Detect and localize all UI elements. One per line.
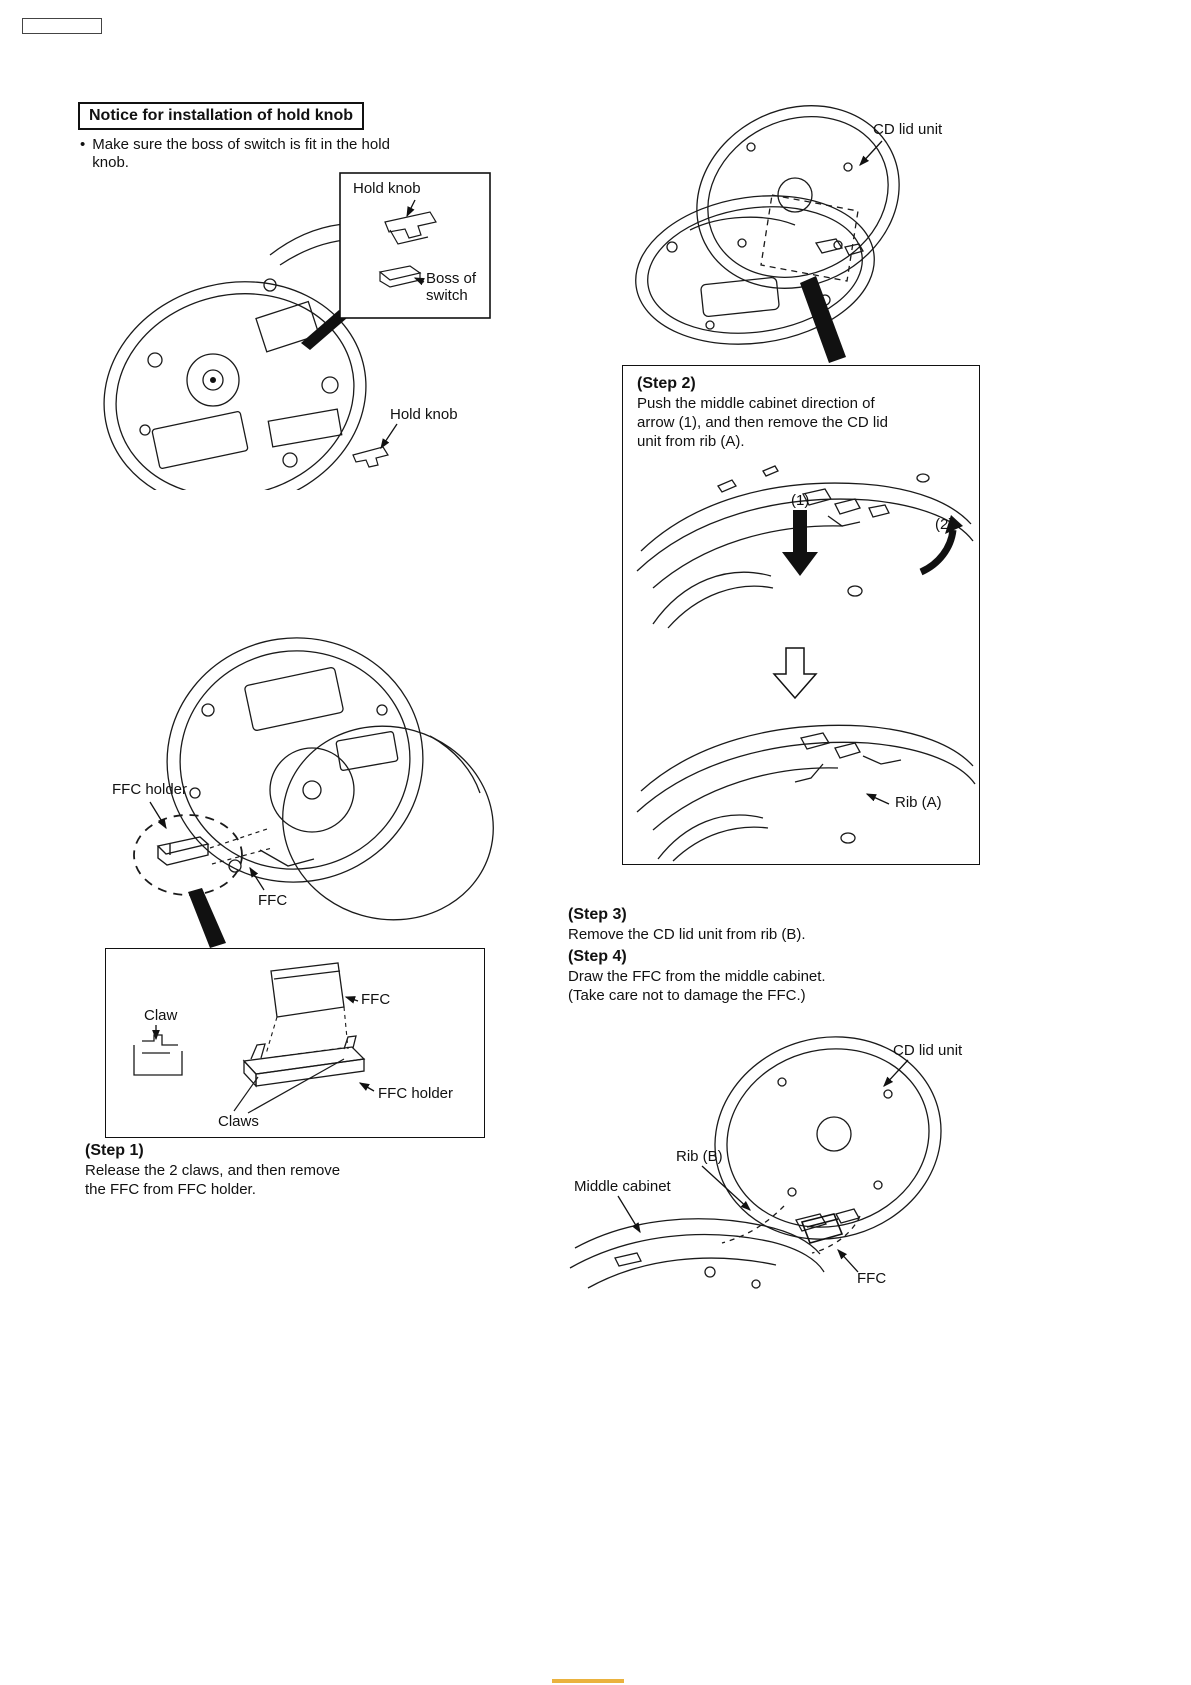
steps-3-4-block (568, 905, 908, 1005)
cd-lid-unit-label-bottom: CD lid unit (893, 1042, 963, 1059)
step4-title: (Step 4) (568, 948, 627, 965)
ffc-label: FFC (258, 892, 288, 909)
hold-knob-small-part (353, 447, 388, 467)
boss-of-switch-label: Boss of switch (426, 270, 477, 304)
diagram-cd-lid-ffc (560, 1020, 1005, 1310)
rib-b-label: Rib (B) (676, 1148, 723, 1165)
notice-title-box (78, 102, 364, 130)
chassis-drawing (85, 160, 505, 490)
step3-body: Remove the CD lid unit from rib (B). (568, 926, 806, 943)
transition-arrow (774, 648, 816, 698)
arrow-1-label: (1) (791, 492, 810, 509)
dashed-callout-ellipse (134, 815, 242, 895)
ffc-holder-label: FFC holder (112, 781, 188, 798)
step4-note: (Take care not to damage the FFC.) (568, 987, 806, 1004)
arrow-2-curve (921, 530, 953, 572)
hinge-callout-dashed (761, 195, 858, 281)
cd-lid-ffc-drawing (560, 1020, 1005, 1310)
ffc-detail-label: FFC (361, 991, 391, 1008)
step2-title: (Step 2) (637, 375, 696, 392)
rib-a-label: Rib (A) (895, 794, 942, 811)
arrow-1-down (782, 510, 818, 576)
step3-title: (Step 3) (568, 906, 627, 923)
claw-section-part (134, 1035, 182, 1075)
cd-lid-unit-label: CD lid unit (873, 121, 943, 138)
pointer-to-detail-box (188, 888, 226, 948)
callout-hold-knob-label: Hold knob (353, 180, 421, 197)
hold-knob-label: Hold knob (390, 406, 458, 423)
step2-box (622, 365, 980, 865)
ffc-holder-detail-label: FFC holder (378, 1085, 454, 1102)
claws-label: Claws (218, 1113, 259, 1130)
diagram-cd-lid-open (620, 95, 1040, 365)
ffc-holder-detail-drawing (106, 949, 483, 1136)
cd-lid-open-drawing (620, 95, 1040, 365)
arrow-2-label: (2) (935, 516, 954, 533)
notice-title: Notice for installation of hold knob (89, 107, 353, 124)
step1-block (85, 1141, 385, 1199)
corner-placeholder-box (22, 18, 102, 34)
step1-body: Release the 2 claws, and then remove the FFC from FFC holder. (85, 1162, 341, 1198)
diagram-ffc-holder (100, 618, 500, 950)
ffc-label-bottom: FFC (857, 1270, 887, 1287)
notice-bullet-text: Make sure the boss of switch is fit in the hold knob. (92, 136, 390, 171)
diagram-hold-knob (85, 160, 505, 490)
ffc-cable-part (271, 963, 344, 1017)
step2-body: Push the middle cabinet direction of arrow (1), and then remove the CD lid unit from rib (A). (637, 395, 888, 450)
step4-body: Draw the FFC from the middle cabinet. (568, 968, 826, 985)
bullet-marker: • (80, 136, 86, 153)
ffc-holder-part (158, 837, 208, 865)
claw-label: Claw (144, 1007, 178, 1024)
ffc-holder-iso-part (244, 1036, 364, 1086)
middle-cabinet-label: Middle cabinet (574, 1178, 671, 1195)
step1-title: (Step 1) (85, 1142, 144, 1159)
footer-mark (552, 1679, 624, 1683)
ffc-holder-detail-box (105, 948, 485, 1138)
